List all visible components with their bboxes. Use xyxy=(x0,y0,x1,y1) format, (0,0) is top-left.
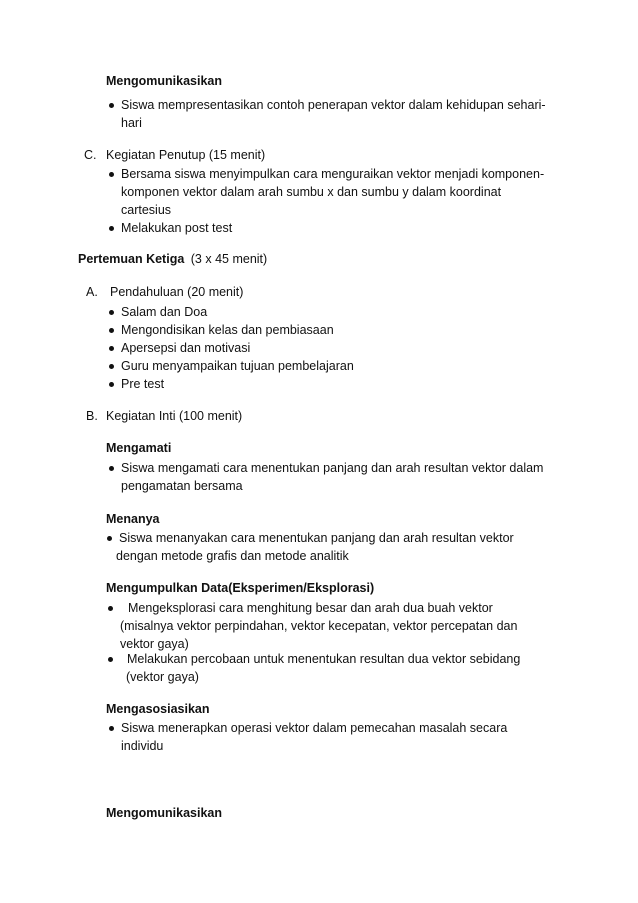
mengumpulkan-bullet-2-line-1: Melakukan percobaan untuk menentukan resultan dua vektor sebidang xyxy=(127,652,521,666)
pendahuluan-item: Mengondisikan kelas dan pembiasaan xyxy=(121,323,334,337)
mengamati-line-1: Siswa mengamati cara menentukan panjang dan arah resultan vektor dalam xyxy=(121,461,544,475)
menanya-line-2: dengan metode grafis dan metode analitik xyxy=(116,549,349,563)
meeting-heading xyxy=(78,251,267,267)
mengasosiasikan-heading: Mengasosiasikan xyxy=(106,702,210,716)
presentasi-line-1: Siswa mempresentasikan contoh penerapan vektor dalam kehidupan sehari- xyxy=(121,98,546,112)
bullet-icon xyxy=(109,466,114,471)
penutup-bullet-1-line-2: komponen vektor dalam arah sumbu x dan sumbu y dalam koordinat xyxy=(121,185,502,199)
menanya-heading: Menanya xyxy=(106,512,160,526)
section-c-title: Kegiatan Penutup (15 menit) xyxy=(106,148,266,162)
bullet-icon xyxy=(109,103,114,108)
section-b-title: Kegiatan Inti (100 menit) xyxy=(106,409,243,423)
mengamati-line-2: pengamatan bersama xyxy=(121,479,243,493)
section-b-marker: B. xyxy=(86,409,98,423)
mengumpulkan-bullet-2-line-2: (vektor gaya) xyxy=(126,670,199,684)
bullet-icon xyxy=(108,657,113,662)
pendahuluan-item: Pre test xyxy=(121,377,165,391)
presentasi-line-2: hari xyxy=(121,116,142,130)
bullet-icon xyxy=(107,536,112,541)
mengamati-heading: Mengamati xyxy=(106,441,172,455)
pendahuluan-item: Salam dan Doa xyxy=(121,305,208,319)
bullet-icon xyxy=(109,172,114,177)
bullet-icon xyxy=(108,606,113,611)
pendahuluan-item: Apersepsi dan motivasi xyxy=(121,341,251,355)
mengumpulkan-bullet-1-line-3: vektor gaya) xyxy=(120,637,189,651)
section-c-marker: C. xyxy=(84,148,97,162)
bullet-icon xyxy=(109,346,114,351)
meeting-duration: (3 x 45 menit) xyxy=(190,252,268,266)
meeting-title: Pertemuan Ketiga xyxy=(78,252,185,266)
bullet-icon xyxy=(109,310,114,315)
section-a-marker: A. xyxy=(86,285,98,299)
penutup-bullet-1-line-1: Bersama siswa menyimpulkan cara menguraikan vektor menjadi komponen- xyxy=(121,167,545,181)
bullet-icon xyxy=(109,226,114,231)
mengumpulkan-heading: Mengumpulkan Data(Eksperimen/Eksplorasi) xyxy=(106,581,375,595)
pendahuluan-item: Guru menyampaikan tujuan pembelajaran xyxy=(121,359,354,373)
mengomunikasikan-heading: Mengomunikasikan xyxy=(106,806,222,820)
bullet-icon xyxy=(109,328,114,333)
mengomunikasikan-heading: Mengomunikasikan xyxy=(106,74,222,88)
penutup-bullet-2: Melakukan post test xyxy=(121,221,233,235)
bullet-icon xyxy=(109,726,114,731)
bullet-icon xyxy=(109,364,114,369)
mengumpulkan-bullet-1-line-2: (misalnya vektor perpindahan, vektor kecepatan, vektor percepatan dan xyxy=(120,619,518,633)
section-a-title: Pendahuluan (20 menit) xyxy=(110,285,244,299)
penutup-bullet-1-line-3: cartesius xyxy=(121,203,172,217)
menanya-line-1: Siswa menanyakan cara menentukan panjang dan arah resultan vektor xyxy=(119,531,514,545)
bullet-icon xyxy=(109,382,114,387)
mengumpulkan-bullet-1-line-1: Mengeksplorasi cara menghitung besar dan arah dua buah vektor xyxy=(128,601,493,615)
mengasosiasikan-line-2: individu xyxy=(121,739,164,753)
mengasosiasikan-line-1: Siswa menerapkan operasi vektor dalam pemecahan masalah secara xyxy=(121,721,508,735)
